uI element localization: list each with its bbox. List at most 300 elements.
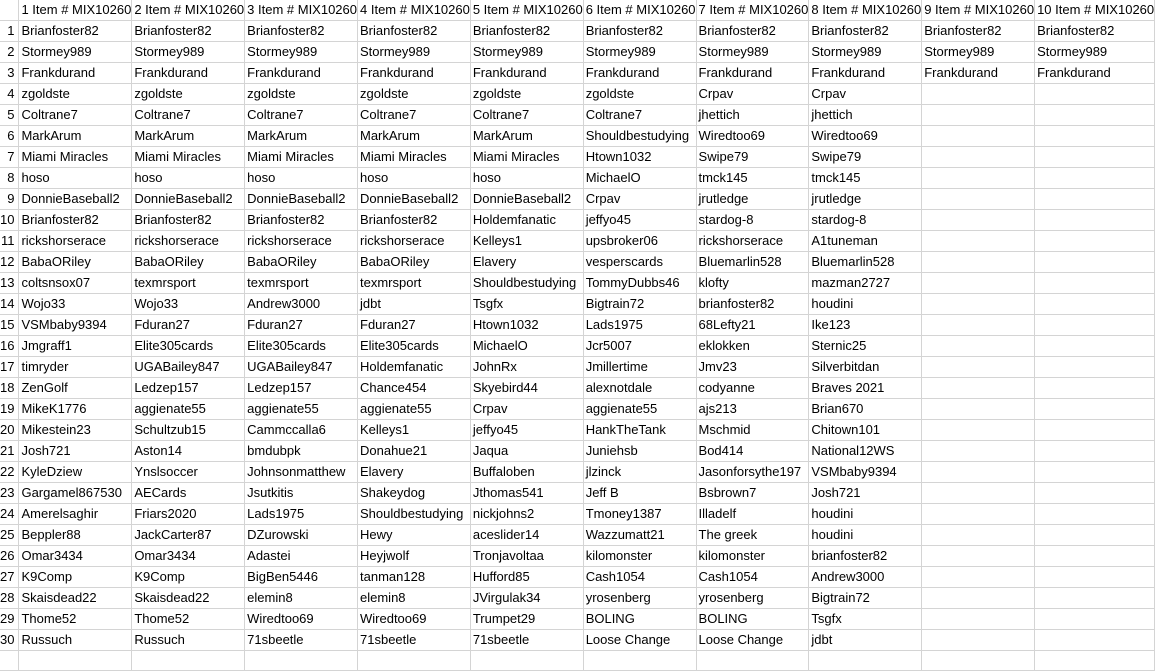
cell[interactable]: Frankdurand xyxy=(358,63,471,84)
cell[interactable]: Stormey989 xyxy=(470,42,583,63)
cell[interactable]: BOLING xyxy=(696,609,809,630)
cell[interactable]: Jthomas541 xyxy=(470,483,583,504)
cell[interactable]: Andrew3000 xyxy=(245,294,358,315)
cell[interactable] xyxy=(1035,231,1155,252)
cell[interactable]: 71sbeetle xyxy=(245,630,358,651)
cell[interactable]: nickjohns2 xyxy=(470,504,583,525)
cell[interactable] xyxy=(922,378,1035,399)
cell[interactable]: MichaelO xyxy=(583,168,696,189)
cell[interactable]: jrutledge xyxy=(809,189,922,210)
cell[interactable]: Shouldbestudying xyxy=(583,126,696,147)
cell[interactable]: JVirgulak34 xyxy=(470,588,583,609)
cell[interactable]: jeffyo45 xyxy=(470,420,583,441)
cell[interactable]: hoso xyxy=(358,168,471,189)
cell[interactable]: Jmgraff1 xyxy=(19,336,132,357)
cell[interactable]: Brianfoster82 xyxy=(19,21,132,42)
cell[interactable]: Elite305cards xyxy=(358,336,471,357)
cell[interactable]: zgoldste xyxy=(245,84,358,105)
cell[interactable]: Jmillertime xyxy=(583,357,696,378)
row-number[interactable]: 8 xyxy=(0,168,19,189)
cell[interactable]: kilomonster xyxy=(696,546,809,567)
cell[interactable]: Coltrane7 xyxy=(470,105,583,126)
cell[interactable]: Stormey989 xyxy=(696,42,809,63)
cell[interactable]: BabaORiley xyxy=(132,252,245,273)
cell[interactable]: jeffyo45 xyxy=(583,210,696,231)
cell[interactable]: Jeff B xyxy=(583,483,696,504)
cell[interactable]: BOLING xyxy=(583,609,696,630)
cell[interactable] xyxy=(583,651,696,671)
cell[interactable]: BabaORiley xyxy=(358,252,471,273)
cell[interactable]: Coltrane7 xyxy=(583,105,696,126)
cell[interactable] xyxy=(809,651,922,671)
cell[interactable] xyxy=(922,609,1035,630)
cell[interactable]: Frankdurand xyxy=(1035,63,1155,84)
cell[interactable]: Thome52 xyxy=(132,609,245,630)
cell[interactable] xyxy=(922,420,1035,441)
row-number[interactable]: 17 xyxy=(0,357,19,378)
cell[interactable]: K9Comp xyxy=(132,567,245,588)
cell[interactable] xyxy=(1035,483,1155,504)
cell[interactable]: Andrew3000 xyxy=(809,567,922,588)
cell[interactable]: Brianfoster82 xyxy=(19,210,132,231)
cell[interactable] xyxy=(1035,273,1155,294)
cell[interactable]: Htown1032 xyxy=(470,315,583,336)
cell[interactable]: stardog-8 xyxy=(696,210,809,231)
cell[interactable]: rickshorserace xyxy=(19,231,132,252)
cell[interactable] xyxy=(1035,315,1155,336)
cell[interactable]: 71sbeetle xyxy=(358,630,471,651)
cell[interactable] xyxy=(922,441,1035,462)
row-number[interactable]: 5 xyxy=(0,105,19,126)
cell[interactable]: Htown1032 xyxy=(583,147,696,168)
cell[interactable]: zgoldste xyxy=(470,84,583,105)
cell[interactable]: Shouldbestudying xyxy=(470,273,583,294)
cell[interactable]: texmrsport xyxy=(358,273,471,294)
cell[interactable]: Brianfoster82 xyxy=(583,21,696,42)
cell[interactable]: Brianfoster82 xyxy=(358,21,471,42)
cell[interactable]: Brianfoster82 xyxy=(1035,21,1155,42)
cell[interactable]: Coltrane7 xyxy=(245,105,358,126)
row-number[interactable]: 21 xyxy=(0,441,19,462)
row-number[interactable]: 20 xyxy=(0,420,19,441)
cell[interactable]: Ike123 xyxy=(809,315,922,336)
column-header-6[interactable]: 6 Item # MIX10260 xyxy=(583,0,696,21)
cell[interactable]: DonnieBaseball2 xyxy=(358,189,471,210)
cell[interactable]: coltsnsox07 xyxy=(19,273,132,294)
cell[interactable]: Chance454 xyxy=(358,378,471,399)
cell[interactable]: Stormey989 xyxy=(1035,42,1155,63)
cell[interactable]: Swipe79 xyxy=(809,147,922,168)
cell[interactable]: Adastei xyxy=(245,546,358,567)
cell[interactable]: Brian670 xyxy=(809,399,922,420)
cell[interactable]: hoso xyxy=(132,168,245,189)
cell[interactable]: Fduran27 xyxy=(132,315,245,336)
cell[interactable]: zgoldste xyxy=(132,84,245,105)
cell[interactable] xyxy=(1035,84,1155,105)
cell[interactable]: KyleDziew xyxy=(19,462,132,483)
cell[interactable] xyxy=(1035,504,1155,525)
row-number[interactable]: 12 xyxy=(0,252,19,273)
cell[interactable] xyxy=(922,336,1035,357)
cell[interactable]: rickshorserace xyxy=(358,231,471,252)
cell[interactable] xyxy=(922,567,1035,588)
cell[interactable]: MichaelO xyxy=(470,336,583,357)
cell[interactable]: Miami Miracles xyxy=(470,147,583,168)
cell[interactable]: Friars2020 xyxy=(132,504,245,525)
cell[interactable]: Mschmid xyxy=(696,420,809,441)
cell[interactable]: Frankdurand xyxy=(696,63,809,84)
column-header-3[interactable]: 3 Item # MIX10260 xyxy=(245,0,358,21)
cell[interactable]: Elite305cards xyxy=(245,336,358,357)
column-header-9[interactable]: 9 Item # MIX10260 xyxy=(922,0,1035,21)
row-number[interactable]: 15 xyxy=(0,315,19,336)
cell[interactable]: JackCarter87 xyxy=(132,525,245,546)
cell[interactable]: tmck145 xyxy=(696,168,809,189)
row-number[interactable]: 26 xyxy=(0,546,19,567)
cell[interactable]: hoso xyxy=(470,168,583,189)
cell[interactable] xyxy=(1035,420,1155,441)
cell[interactable]: jdbt xyxy=(809,630,922,651)
cell[interactable]: Coltrane7 xyxy=(358,105,471,126)
cell[interactable]: Tsgfx xyxy=(470,294,583,315)
cell[interactable] xyxy=(922,357,1035,378)
cell[interactable]: Jmv23 xyxy=(696,357,809,378)
cell[interactable]: timryder xyxy=(19,357,132,378)
cell[interactable]: Crpav xyxy=(470,399,583,420)
cell[interactable]: Russuch xyxy=(19,630,132,651)
cell[interactable]: DonnieBaseball2 xyxy=(245,189,358,210)
cell[interactable]: stardog-8 xyxy=(809,210,922,231)
cell[interactable]: Juniehsb xyxy=(583,441,696,462)
cell[interactable]: yrosenberg xyxy=(696,588,809,609)
cell[interactable]: BabaORiley xyxy=(19,252,132,273)
cell[interactable]: Coltrane7 xyxy=(19,105,132,126)
cell[interactable]: A1tuneman xyxy=(809,231,922,252)
cell[interactable] xyxy=(922,231,1035,252)
cell[interactable]: Elite305cards xyxy=(132,336,245,357)
cell[interactable]: Coltrane7 xyxy=(132,105,245,126)
cell[interactable]: Shouldbestudying xyxy=(358,504,471,525)
row-number[interactable]: 10 xyxy=(0,210,19,231)
column-header-4[interactable]: 4 Item # MIX10260 xyxy=(358,0,471,21)
cell[interactable]: Hewy xyxy=(358,525,471,546)
cell[interactable]: jhettich xyxy=(809,105,922,126)
cell[interactable] xyxy=(922,189,1035,210)
row-number[interactable]: 2 xyxy=(0,42,19,63)
cell[interactable]: Cash1054 xyxy=(583,567,696,588)
cell[interactable] xyxy=(922,84,1035,105)
cell[interactable]: MarkArum xyxy=(245,126,358,147)
cell[interactable]: alexnotdale xyxy=(583,378,696,399)
cell[interactable]: Sternic25 xyxy=(809,336,922,357)
cell[interactable]: Brianfoster82 xyxy=(470,21,583,42)
cell[interactable] xyxy=(1035,378,1155,399)
cell[interactable]: MarkArum xyxy=(132,126,245,147)
cell[interactable]: MarkArum xyxy=(19,126,132,147)
cell[interactable] xyxy=(1035,651,1155,671)
cell[interactable]: Loose Change xyxy=(583,630,696,651)
cell[interactable] xyxy=(470,651,583,671)
cell[interactable]: Elavery xyxy=(358,462,471,483)
row-number[interactable]: 22 xyxy=(0,462,19,483)
cell[interactable] xyxy=(922,294,1035,315)
row-number[interactable]: 9 xyxy=(0,189,19,210)
cell[interactable]: Bsbrown7 xyxy=(696,483,809,504)
cell[interactable]: hoso xyxy=(19,168,132,189)
cell[interactable] xyxy=(1035,630,1155,651)
cell[interactable]: Tronjavoltaa xyxy=(470,546,583,567)
cell[interactable]: zgoldste xyxy=(358,84,471,105)
cell[interactable] xyxy=(1035,462,1155,483)
row-number[interactable]: 6 xyxy=(0,126,19,147)
cell[interactable]: jdbt xyxy=(358,294,471,315)
cell[interactable]: Wazzumatt21 xyxy=(583,525,696,546)
cell[interactable]: Wojo33 xyxy=(19,294,132,315)
cell[interactable] xyxy=(1035,168,1155,189)
cell[interactable]: Tsgfx xyxy=(809,609,922,630)
cell[interactable]: Miami Miracles xyxy=(132,147,245,168)
cell[interactable]: Cash1054 xyxy=(696,567,809,588)
column-header-5[interactable]: 5 Item # MIX10260 xyxy=(470,0,583,21)
cell[interactable]: rickshorserace xyxy=(245,231,358,252)
cell[interactable]: HankTheTank xyxy=(583,420,696,441)
cell[interactable]: vesperscards xyxy=(583,252,696,273)
cell[interactable]: Johnsonmatthew xyxy=(245,462,358,483)
cell[interactable]: JohnRx xyxy=(470,357,583,378)
cell[interactable] xyxy=(922,399,1035,420)
cell[interactable] xyxy=(922,105,1035,126)
row-number[interactable]: 23 xyxy=(0,483,19,504)
cell[interactable]: bmdubpk xyxy=(245,441,358,462)
cell[interactable] xyxy=(1035,105,1155,126)
cell[interactable]: zgoldste xyxy=(583,84,696,105)
column-header-8[interactable]: 8 Item # MIX10260 xyxy=(809,0,922,21)
cell[interactable]: texmrsport xyxy=(245,273,358,294)
cell[interactable]: Fduran27 xyxy=(245,315,358,336)
cell[interactable]: upsbroker06 xyxy=(583,231,696,252)
cell[interactable] xyxy=(1035,189,1155,210)
cell[interactable]: Ledzep157 xyxy=(245,378,358,399)
cell[interactable]: Schultzub15 xyxy=(132,420,245,441)
cell[interactable] xyxy=(922,273,1035,294)
cell[interactable]: Jasonforsythe197 xyxy=(696,462,809,483)
row-number[interactable]: 18 xyxy=(0,378,19,399)
cell[interactable] xyxy=(1035,546,1155,567)
cell[interactable]: tmck145 xyxy=(809,168,922,189)
cell[interactable]: VSMbaby9394 xyxy=(809,462,922,483)
cell[interactable]: Lads1975 xyxy=(583,315,696,336)
cell[interactable]: houdini xyxy=(809,525,922,546)
cell[interactable]: Lads1975 xyxy=(245,504,358,525)
cell[interactable] xyxy=(19,651,132,671)
cell[interactable] xyxy=(922,126,1035,147)
cell[interactable] xyxy=(245,651,358,671)
cell[interactable]: houdini xyxy=(809,294,922,315)
cell[interactable]: Miami Miracles xyxy=(358,147,471,168)
cell[interactable]: tanman128 xyxy=(358,567,471,588)
row-number[interactable]: 27 xyxy=(0,567,19,588)
cell[interactable] xyxy=(922,651,1035,671)
cell[interactable]: DonnieBaseball2 xyxy=(132,189,245,210)
cell[interactable]: UGABailey847 xyxy=(245,357,358,378)
cell[interactable]: Jaqua xyxy=(470,441,583,462)
cell[interactable]: Stormey989 xyxy=(19,42,132,63)
cell[interactable]: Ynslsoccer xyxy=(132,462,245,483)
cell[interactable]: Mikestein23 xyxy=(19,420,132,441)
cell[interactable] xyxy=(1035,210,1155,231)
cell[interactable] xyxy=(1035,126,1155,147)
cell[interactable]: yrosenberg xyxy=(583,588,696,609)
cell[interactable]: ajs213 xyxy=(696,399,809,420)
cell[interactable]: Brianfoster82 xyxy=(922,21,1035,42)
cell[interactable]: BabaORiley xyxy=(245,252,358,273)
cell[interactable]: Stormey989 xyxy=(922,42,1035,63)
cell[interactable]: Heyjwolf xyxy=(358,546,471,567)
cell[interactable]: Shakeydog xyxy=(358,483,471,504)
cell[interactable]: elemin8 xyxy=(358,588,471,609)
cell[interactable] xyxy=(1035,609,1155,630)
cell[interactable] xyxy=(922,546,1035,567)
cell[interactable]: Frankdurand xyxy=(19,63,132,84)
cell[interactable] xyxy=(1035,441,1155,462)
cell[interactable]: Bluemarlin528 xyxy=(696,252,809,273)
cell[interactable]: Bluemarlin528 xyxy=(809,252,922,273)
row-number[interactable]: 29 xyxy=(0,609,19,630)
cell[interactable]: Stormey989 xyxy=(358,42,471,63)
cell[interactable] xyxy=(922,525,1035,546)
cell[interactable]: Brianfoster82 xyxy=(245,21,358,42)
cell[interactable]: Jcr5007 xyxy=(583,336,696,357)
cell[interactable]: aceslider14 xyxy=(470,525,583,546)
cell[interactable]: codyanne xyxy=(696,378,809,399)
cell[interactable]: Brianfoster82 xyxy=(245,210,358,231)
row-number[interactable]: 30 xyxy=(0,630,19,651)
cell[interactable]: Skaisdead22 xyxy=(19,588,132,609)
cell[interactable]: TommyDubbs46 xyxy=(583,273,696,294)
cell[interactable]: Wiredtoo69 xyxy=(358,609,471,630)
cell[interactable]: elemin8 xyxy=(245,588,358,609)
cell[interactable]: brianfoster82 xyxy=(809,546,922,567)
cell[interactable] xyxy=(922,147,1035,168)
cell[interactable]: The greek xyxy=(696,525,809,546)
cell[interactable]: Wiredtoo69 xyxy=(696,126,809,147)
cell[interactable]: Josh721 xyxy=(809,483,922,504)
cell[interactable]: Crpav xyxy=(809,84,922,105)
cell[interactable] xyxy=(1035,336,1155,357)
row-number[interactable]: 28 xyxy=(0,588,19,609)
cell[interactable]: Brianfoster82 xyxy=(358,210,471,231)
row-number[interactable]: 24 xyxy=(0,504,19,525)
row-number[interactable]: 4 xyxy=(0,84,19,105)
cell[interactable]: Brianfoster82 xyxy=(696,21,809,42)
column-header-10[interactable]: 10 Item # MIX10260 xyxy=(1035,0,1155,21)
cell[interactable]: BigBen5446 xyxy=(245,567,358,588)
cell[interactable]: mazman2727 xyxy=(809,273,922,294)
cell[interactable]: Crpav xyxy=(696,84,809,105)
cell[interactable]: UGABailey847 xyxy=(132,357,245,378)
cell[interactable]: Brianfoster82 xyxy=(132,21,245,42)
cell[interactable] xyxy=(922,630,1035,651)
cell[interactable]: Silverbitdan xyxy=(809,357,922,378)
cell[interactable] xyxy=(1035,147,1155,168)
cell[interactable] xyxy=(922,315,1035,336)
cell[interactable]: Holdemfanatic xyxy=(358,357,471,378)
cell[interactable]: Frankdurand xyxy=(809,63,922,84)
cell[interactable] xyxy=(1035,567,1155,588)
row-number[interactable]: 16 xyxy=(0,336,19,357)
cell[interactable] xyxy=(922,462,1035,483)
cell[interactable]: Stormey989 xyxy=(809,42,922,63)
cell[interactable]: Trumpet29 xyxy=(470,609,583,630)
cell[interactable]: Chitown101 xyxy=(809,420,922,441)
cell[interactable]: eklokken xyxy=(696,336,809,357)
cell[interactable]: Frankdurand xyxy=(245,63,358,84)
cell[interactable] xyxy=(132,651,245,671)
cell[interactable]: Brianfoster82 xyxy=(132,210,245,231)
cell[interactable]: Frankdurand xyxy=(922,63,1035,84)
cell[interactable] xyxy=(1035,399,1155,420)
cell[interactable] xyxy=(358,651,471,671)
column-header-2[interactable]: 2 Item # MIX10260 xyxy=(132,0,245,21)
cell[interactable]: Stormey989 xyxy=(583,42,696,63)
cell[interactable] xyxy=(922,504,1035,525)
cell[interactable]: Fduran27 xyxy=(358,315,471,336)
cell[interactable]: Brianfoster82 xyxy=(809,21,922,42)
cell[interactable]: Frankdurand xyxy=(470,63,583,84)
row-number[interactable]: 11 xyxy=(0,231,19,252)
cell[interactable]: Stormey989 xyxy=(132,42,245,63)
cell[interactable] xyxy=(1035,588,1155,609)
cell[interactable]: Gargamel867530 xyxy=(19,483,132,504)
cell[interactable]: rickshorserace xyxy=(132,231,245,252)
cell[interactable] xyxy=(1035,294,1155,315)
cell[interactable]: Braves 2021 xyxy=(809,378,922,399)
cell[interactable]: Wiredtoo69 xyxy=(245,609,358,630)
cell[interactable]: Bigtrain72 xyxy=(583,294,696,315)
cell[interactable]: Hufford85 xyxy=(470,567,583,588)
cell[interactable]: aggienate55 xyxy=(245,399,358,420)
cell[interactable]: Wiredtoo69 xyxy=(809,126,922,147)
cell[interactable]: Amerelsaghir xyxy=(19,504,132,525)
cell[interactable] xyxy=(922,210,1035,231)
cell[interactable]: rickshorserace xyxy=(696,231,809,252)
cell[interactable]: Skaisdead22 xyxy=(132,588,245,609)
cell[interactable]: zgoldste xyxy=(19,84,132,105)
cell[interactable]: Miami Miracles xyxy=(245,147,358,168)
cell[interactable]: Josh721 xyxy=(19,441,132,462)
row-number[interactable]: 14 xyxy=(0,294,19,315)
cell[interactable]: K9Comp xyxy=(19,567,132,588)
cell[interactable]: Loose Change xyxy=(696,630,809,651)
cell[interactable]: Kelleys1 xyxy=(358,420,471,441)
cell[interactable] xyxy=(922,483,1035,504)
cell[interactable]: Omar3434 xyxy=(132,546,245,567)
cell[interactable]: Beppler88 xyxy=(19,525,132,546)
cell[interactable]: Russuch xyxy=(132,630,245,651)
cell[interactable]: Elavery xyxy=(470,252,583,273)
cell[interactable]: aggienate55 xyxy=(583,399,696,420)
cell[interactable]: DonnieBaseball2 xyxy=(19,189,132,210)
cell[interactable] xyxy=(696,651,809,671)
cell[interactable]: texmrsport xyxy=(132,273,245,294)
cell[interactable]: Jsutkitis xyxy=(245,483,358,504)
cell[interactable]: Frankdurand xyxy=(583,63,696,84)
cell[interactable]: ZenGolf xyxy=(19,378,132,399)
cell[interactable]: Wojo33 xyxy=(132,294,245,315)
cell[interactable]: Swipe79 xyxy=(696,147,809,168)
row-number[interactable]: 13 xyxy=(0,273,19,294)
cell[interactable]: DonnieBaseball2 xyxy=(470,189,583,210)
